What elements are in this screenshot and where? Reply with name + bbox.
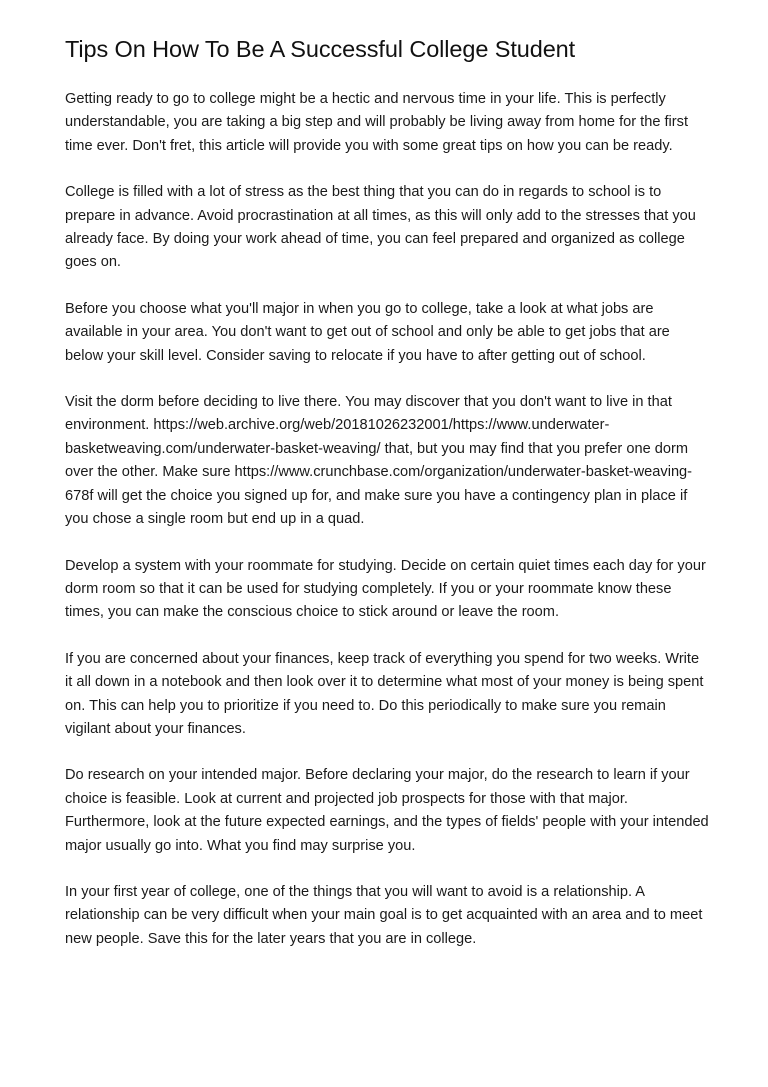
document-title: Tips On How To Be A Successful College Student: [65, 36, 576, 62]
paragraph-research-major: Do research on your intended major. Before declaring your major, do the research to learn if your choice is feasible. Look at current and projected job prospects for those with that major. Furthermore, look at the future expected earnings, and the types of fields' people with your intended major usually go into. What you find may surprise you.: [65, 767, 709, 854]
paragraph-visit-dorm: Visit the dorm before deciding to live there. You may discover that you don't want to live in that environment. https://web.archive.org/web/20181026232001/https://www.underwater-basketweaving.com/underwater-basket-weaving/ that, but you may find that you prefer one dorm over the other. Make sure https://www.crunchbase.com/organization/underwater-basket-weaving-678f will get the choice you signed up for, and make sure you have a contingency plan in place if you chose a single room but end up in a quad.: [65, 394, 693, 528]
paragraph-getting-ready: Getting ready to go to college might be a hectic and nervous time in your life. This is perfectly understandable, you are taking a big step and will probably be living away from home for the first time ever. Don't fret, this article will provide you with some great tips on how you can be ready.: [65, 91, 689, 154]
paragraph-relationship: In your first year of college, one of the things that you will want to avoid is a relationship. A relationship can be very difficult when your main goal is to get acquainted with an area and to meet new people. Save this for the later years that you are in college.: [65, 883, 703, 947]
paragraph-finances: If you are concerned about your finances, keep track of everything you spend for two weeks. Write it all down in a notebook and then look over it to determine what most of your money is being spent on. This can help you to prioritize if you need to. Do this periodically to make sure you remain vigilant about your finances.: [65, 650, 704, 737]
paragraph-choose-major: Before you choose what you'll major in when you go to college, take a look at what jobs are available in your area. You don't want to get out of school and only be able to get jobs that are below your skill level. Consider saving to relocate if you have to after getting out of school.: [65, 300, 670, 364]
paragraph-roommate: Develop a system with your roommate for studying. Decide on certain quiet times each day for your dorm room so that it can be used for studying completely. If you or your roommate know these times, you can make the conscious choice to stick around or leave the room.: [65, 557, 706, 621]
paragraph-stress: College is filled with a lot of stress as the best thing that you can do in regards to school is to prepare in advance. Avoid procrastination at all times, as this will only add to the stresses that you already face. By doing your work ahead of time, you can feel prepared and organized as college goes on.: [65, 184, 696, 271]
